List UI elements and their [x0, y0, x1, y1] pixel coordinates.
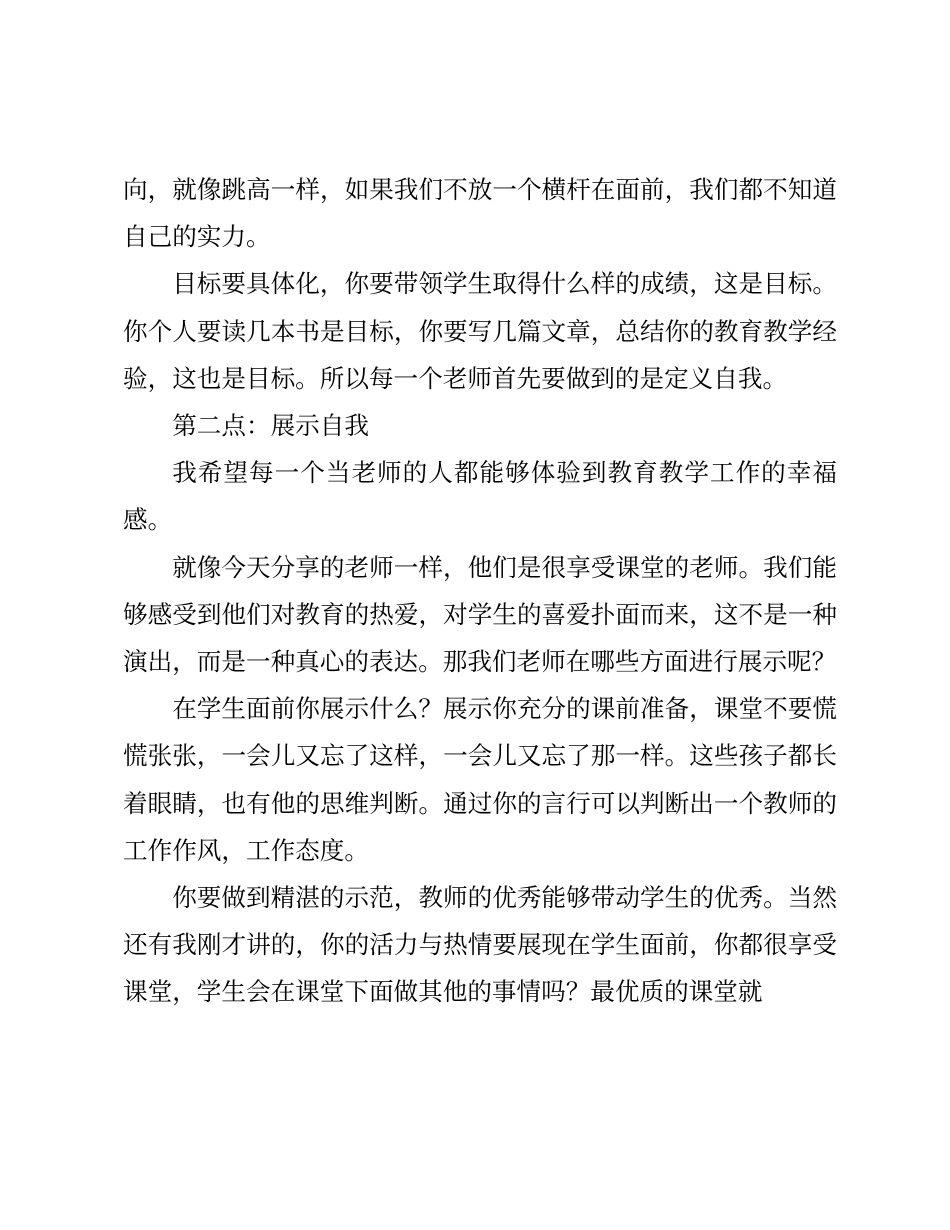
- paragraph: 你要做到精湛的示范，教师的优秀能够带动学生的优秀。当然还有我刚才讲的，你的活力与热情要展现在学生面前，你都很享受课堂，学生会在课堂下面做其他的事情吗？最优质的课堂就: [123, 883, 837, 1007]
- paragraph: 向，就像跳高一样，如果我们不放一个横杆在面前，我们都不知道自己的实力。: [123, 175, 837, 252]
- paragraph: 在学生面前你展示什么？展示你充分的课前准备，课堂不要慌慌张张，一会儿又忘了这样，一会儿又忘了那一样。这些孩子都长着眼睛，也有他的思维判断。通过你的言行可以判断出一个教师的工作作风，工作态度。: [123, 694, 837, 865]
- paragraph: 目标要具体化，你要带领学生取得什么样的成绩，这是目标。你个人要读几本书是目标，你要写几篇文章，总结你的教育教学经验，这也是目标。所以每一个老师首先要做到的是定义自我。: [123, 269, 837, 393]
- document-body: [123, 166, 837, 1016]
- paragraph: 就像今天分享的老师一样，他们是很享受课堂的老师。我们能够感受到他们对教育的热爱，对学生的喜爱扑面而来，这不是一种演出，而是一种真心的表达。那我们老师在哪些方面进行展示呢？: [123, 552, 837, 677]
- paragraph: 我希望每一个当老师的人都能够体验到教育教学工作的幸福感。: [123, 458, 837, 535]
- section-heading: 第二点：展示自我: [172, 411, 369, 441]
